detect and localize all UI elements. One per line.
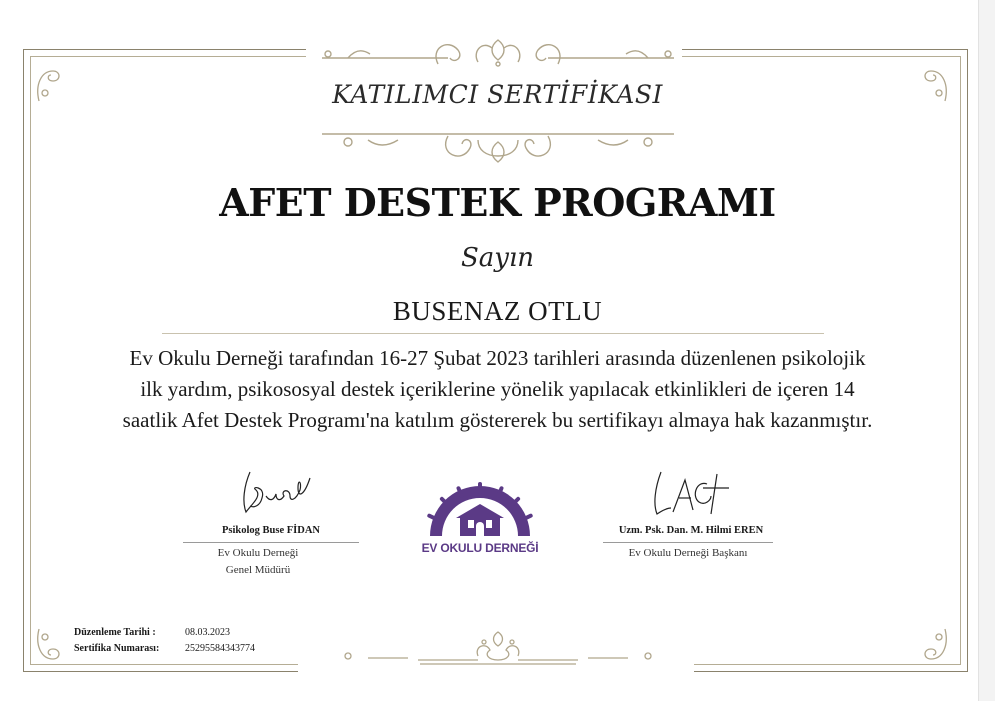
corner-ornament-top-right — [921, 65, 951, 105]
corner-ornament-top-left — [33, 65, 63, 105]
certificate-number-label: Sertifika Numarası: — [74, 643, 160, 654]
certificate-number-value: 25295584343774 — [185, 643, 255, 654]
left-signature-image — [232, 468, 322, 518]
recipient-underline — [162, 333, 824, 334]
left-signatory-role — [183, 545, 333, 579]
left-role-line: Genel Müdürü — [225, 564, 291, 576]
left-signatory-name: Psikolog Buse FİDAN — [221, 525, 320, 536]
body-line: ilk yardım, psikososyal destek içeriklerine yönelik yapılacak etkinlikleri de içeren 14 — [140, 377, 855, 401]
body-line: saatlik Afet Destek Programı'na katılım göstererek bu sertifikayı almaya hak kazanmıştır. — [122, 408, 873, 432]
left-role-line: Ev Okulu Derneği — [217, 547, 299, 559]
certificate-subtitle: KATILIMCI SERTİFİKASI — [332, 80, 663, 109]
right-role-line: Ev Okulu Derneği Başkanı — [628, 547, 748, 559]
program-title: AFET DESTEK PROGRAMI — [219, 180, 776, 225]
certificate-body — [40, 343, 955, 436]
top-flourish-ornament — [318, 34, 678, 74]
issue-date-label: Düzenleme Tarihi : — [74, 627, 156, 638]
right-signatory-role — [603, 545, 773, 562]
body-line: Ev Okulu Derneği tarafından 16-27 Şubat 2023 tarihleri arasında düzenlenen psikolojik — [129, 346, 866, 370]
salutation: Sayın — [460, 243, 535, 273]
subtitle-flourish-ornament — [318, 122, 678, 166]
right-signature-line — [603, 542, 773, 543]
bottom-flourish-ornament — [338, 628, 658, 668]
corner-ornament-bottom-right — [921, 625, 951, 665]
issue-date-value: 08.03.2023 — [185, 627, 230, 638]
right-signatory-name: Uzm. Psk. Dan. M. Hilmi EREN — [618, 525, 764, 536]
recipient-name: BUSENAZ OTLU — [392, 296, 603, 326]
logo-text: EV OKULU DERNEĞİ — [421, 541, 539, 555]
left-signature-line — [183, 542, 359, 543]
right-signature-image — [645, 466, 735, 518]
ev-okulu-logo-icon — [420, 480, 540, 542]
corner-ornament-bottom-left — [33, 625, 63, 665]
